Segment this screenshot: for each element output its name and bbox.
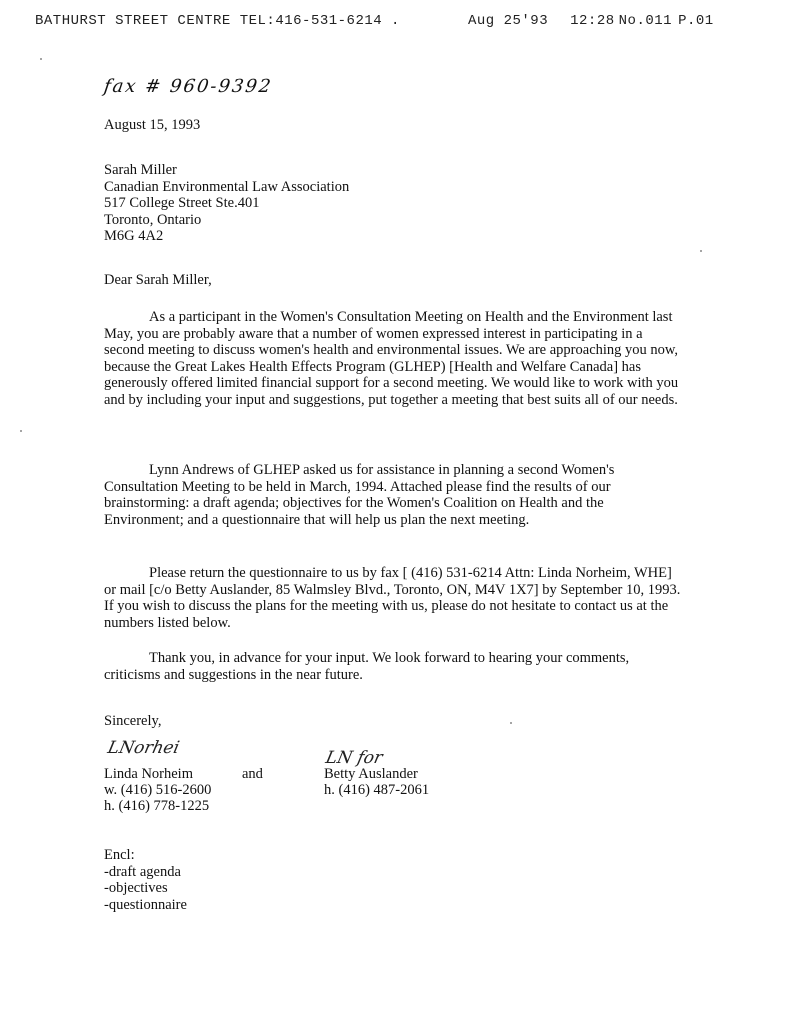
letter-date: August 15, 1993 xyxy=(104,117,201,133)
signer-home-phone: h. (416) 487-2061 xyxy=(324,782,430,798)
fax-page: P.01 xyxy=(678,13,714,29)
body-paragraph-2: Lynn Andrews of GLHEP asked us for assistance in planning a second Women's Consultation Meeting to be held in March, 1994. Attached please find the results of our brainstorming: a draft agenda; objectives for the Women's Coalition on Health and the Environment; and a questionnaire that will help us plan the next meeting. xyxy=(104,462,615,528)
signature-betty-auslander: LN for xyxy=(323,748,385,768)
body-paragraph-3: Please return the questionnaire to us by fax [ (416) 531-6214 Attn: Linda Norheim, WHE] or mail [c/o Betty Auslander, 85 Walmsley Blvd., Toronto, ON, M4V 1X7] by September 10, 1993. If you wish to discuss the plans for the meeting with us, please do not hesitate to contact us at the numbers listed below. xyxy=(104,565,681,631)
signer-block-1 xyxy=(104,766,211,814)
signer-block-2 xyxy=(324,766,429,798)
closing: Sincerely, xyxy=(104,713,162,729)
scan-noise xyxy=(20,430,22,432)
recipient-street: 517 College Street Ste.401 xyxy=(104,195,260,211)
recipient-address xyxy=(104,162,684,245)
signer-name: Linda Norheim xyxy=(104,766,193,782)
signature-linda-norheim: LNorhei xyxy=(105,738,182,758)
enclosures-label: Encl: xyxy=(104,847,135,863)
scan-noise xyxy=(40,58,42,60)
enclosure-item: -draft agenda xyxy=(104,863,181,880)
signer-conjunction: and xyxy=(242,766,263,782)
recipient-name: Sarah Miller xyxy=(104,162,177,178)
recipient-postal-code: M6G 4A2 xyxy=(104,228,164,244)
scan-noise xyxy=(700,250,702,252)
enclosure-item: -questionnaire xyxy=(104,896,187,913)
salutation: Dear Sarah Miller, xyxy=(104,272,212,288)
scan-noise xyxy=(510,722,512,724)
fax-time: 12:28 xyxy=(570,13,615,29)
fax-transmission-header xyxy=(35,13,774,61)
body-paragraph-4: Thank you, in advance for your input. We look forward to hearing your comments, criticisms and suggestions in the near future. xyxy=(104,650,630,683)
body-paragraph-1: As a participant in the Women's Consultation Meeting on Health and the Environment last May, you are probably aware that a number of women expressed interest in participating in a second meeting to discuss women's health and environmental issues. We are approaching you now, because the Great Lakes Health Effects Program (GLHEP) [Health and Welfare Canada] has generously offered limited financial support for a second meeting. We would like to work with you and by including your input and suggestions, put together a meeting that best suits all of our needs. xyxy=(104,309,679,408)
fax-sender-line: BATHURST STREET CENTRE TEL:416-531-6214 . xyxy=(35,13,400,29)
enclosure-item: -objectives xyxy=(104,880,168,896)
signer-work-phone: w. (416) 516-2600 xyxy=(104,782,212,798)
signer-home-phone: h. (416) 778-1225 xyxy=(104,798,210,814)
fax-timestamp xyxy=(468,13,736,29)
recipient-city: Toronto, Ontario xyxy=(104,211,202,228)
recipient-organization: Canadian Environmental Law Association xyxy=(104,178,350,195)
enclosures xyxy=(104,847,684,913)
handwritten-fax-number: fax # 960-9392 xyxy=(102,76,274,97)
signer-name: Betty Auslander xyxy=(324,766,418,782)
fax-number: No.011 xyxy=(618,13,673,29)
fax-date: Aug 25'93 xyxy=(468,13,549,29)
